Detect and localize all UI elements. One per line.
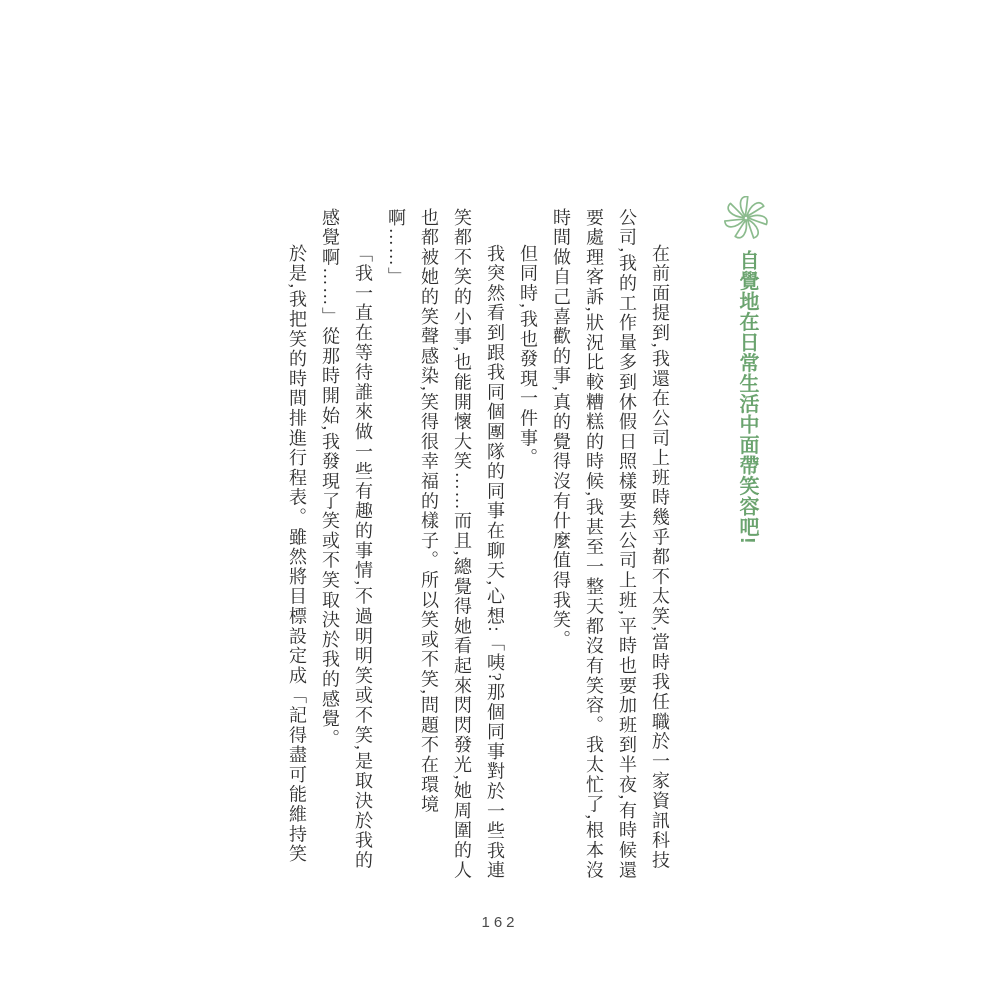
body-text bbox=[276, 208, 676, 883]
paragraph: 我突然看到跟我同個團隊的同事在聊天,心想:「咦?那個同事對於一些我連笑都不笑的小事,也能開懷大笑……而且,總覺得她看起來閃閃發光,她周圍的人也都被她的笑聲感染,笑得很幸福的樣子。所以笑或不笑,問題不在環境啊……」 bbox=[386, 208, 505, 881]
paragraph: 於是,我把笑的時間排進行程表。雖然將目標設定成「記得盡可能維持笑 bbox=[287, 244, 307, 865]
paragraph: 「我一直在等待誰來做一些有趣的事情,不過明明笑或不笑,是取決於我的感覺啊……」從那時開始,我發現了笑或不笑取決於我的感覺。 bbox=[320, 208, 373, 871]
pinwheel-flower-icon bbox=[724, 196, 768, 240]
paragraph: 在前面提到,我還在公司上班時幾乎都不太笑,當時我任職於一家資訊科技公司,我的工作量多到休假日照樣要去公司上班,平時也要加班到半夜,有時候還要處理客訴,狀況比較糟糕的時候,我甚至一整天都沒有笑容。我太忙了,根本沒時間做自己喜歡的事,真的覺得沒有什麼值得我笑。 bbox=[551, 208, 670, 881]
chapter-title: 自覺地在日常生活中面帶笑容吧! bbox=[736, 250, 758, 545]
paragraph: 但同時,我也發現一件事。 bbox=[518, 244, 538, 469]
page-number: 162 bbox=[481, 914, 519, 931]
